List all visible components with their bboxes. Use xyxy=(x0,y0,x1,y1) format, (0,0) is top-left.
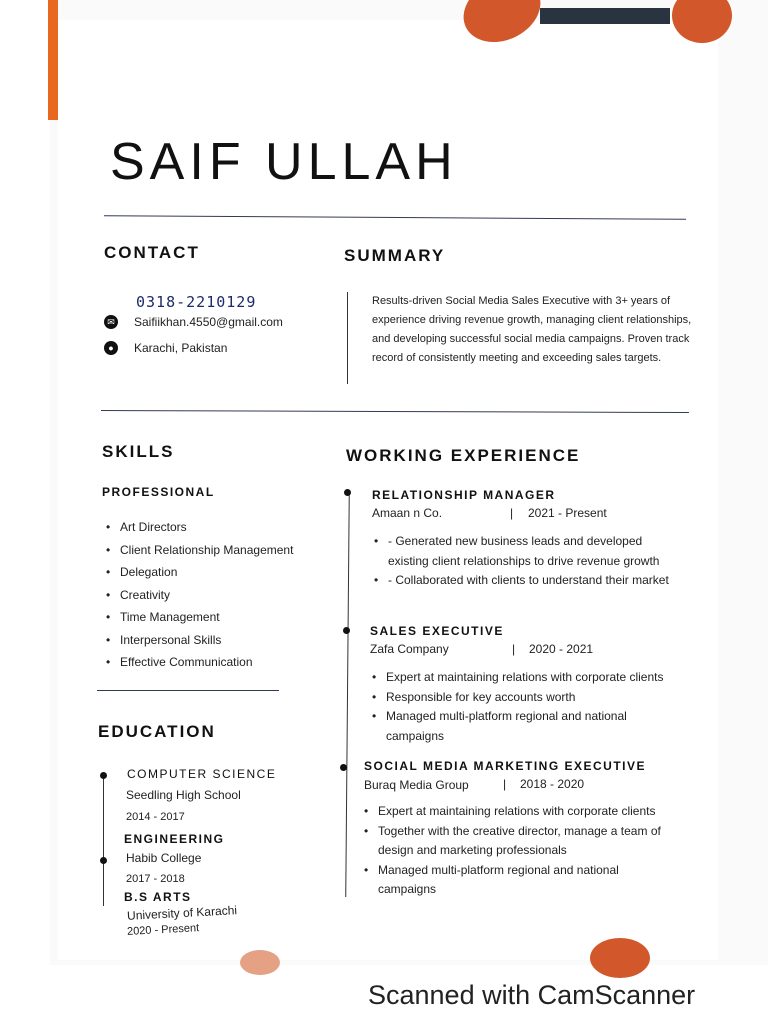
job-years: 2018 - 2020 xyxy=(520,777,585,791)
job-years: 2020 - 2021 xyxy=(529,642,594,656)
timeline-dot xyxy=(340,764,347,771)
education-heading: EDUCATION xyxy=(98,722,216,741)
job-company: Buraq Media Group xyxy=(364,778,469,792)
summary-heading: SUMMARY xyxy=(344,246,446,265)
edu-school: University of Karachi xyxy=(126,903,238,923)
job-company: Amaan n Co. xyxy=(372,506,443,520)
job-separator: | xyxy=(512,642,516,656)
dark-object xyxy=(540,8,670,24)
timeline-dot xyxy=(100,857,107,864)
job-bullet-continuation: design and marketing professionals xyxy=(378,843,567,857)
timeline-dot xyxy=(343,627,350,634)
job-bullet: • - Generated new business leads and developed xyxy=(372,532,669,552)
job-bullet: • Together with the creative director, manage a team of xyxy=(362,822,661,842)
job-bullet: • - Collaborated with clients to understand their market xyxy=(372,571,669,591)
job-bullet-continuation: existing client relationships to drive revenue growth xyxy=(388,553,660,568)
job-company: Zafa Company xyxy=(370,642,449,656)
job-bullet: • Expert at maintaining relations with corporate clients xyxy=(370,668,663,688)
edu-degree: ENGINEERING xyxy=(124,832,225,846)
job-bullet-continuation: campaigns xyxy=(378,882,437,896)
job-separator: | xyxy=(510,506,514,520)
edu-years: 2020 - Present xyxy=(126,922,200,938)
finger-bottom-left xyxy=(240,950,280,975)
job-separator: | xyxy=(503,777,507,791)
skills-list xyxy=(104,516,293,674)
skill-item: • Art Directors xyxy=(104,516,293,539)
job-bullets xyxy=(362,802,661,900)
job-bullet-continuation: campaigns xyxy=(386,728,445,743)
contact-phone: 0318-2210129 xyxy=(136,293,257,311)
skill-item: • Time Management xyxy=(104,606,293,629)
edu-school: Seedling High School xyxy=(126,788,241,802)
job-bullet: • Responsible for key accounts worth xyxy=(370,688,663,708)
summary-text: Results-driven Social Media Sales Executive with 3+ years of experience driving revenue growth, managing client relationships, and developing successful social media campaigns. Proven track record of consistently meeting and exceeding sales targets. xyxy=(372,295,692,364)
education-timeline xyxy=(103,776,104,906)
orange-edge xyxy=(48,0,58,120)
location-pin-icon: ● xyxy=(104,341,118,355)
contact-heading: CONTACT xyxy=(104,243,200,262)
skill-item: • Client Relationship Management xyxy=(104,539,293,562)
job-bullet: • Managed multi-platform regional and national xyxy=(362,861,661,881)
edu-school: Habib College xyxy=(126,851,202,865)
job-years: 2021 - Present xyxy=(528,506,607,520)
timeline-dot xyxy=(100,772,107,779)
skills-heading: SKILLS xyxy=(102,442,175,461)
summary-divider xyxy=(347,292,348,384)
camscanner-footer: Scanned with CamScanner xyxy=(368,980,696,1010)
page-left-margin xyxy=(0,0,50,965)
job-bullets xyxy=(370,668,663,746)
job-bullets xyxy=(372,532,669,591)
skill-item: • Effective Communication xyxy=(104,651,293,674)
job-bullet: • Managed multi-platform regional and national xyxy=(370,707,663,727)
skills-subheading: PROFESSIONAL xyxy=(102,485,215,499)
contact-location: Karachi, Pakistan xyxy=(134,341,228,355)
edu-degree: COMPUTER SCIENCE xyxy=(127,767,277,781)
edu-years: 2017 - 2018 xyxy=(126,873,185,885)
edu-years: 2014 - 2017 xyxy=(126,811,185,823)
job-title: SALES EXECUTIVE xyxy=(370,624,504,638)
resume-name: SAIF ULLAH xyxy=(110,133,458,191)
experience-heading: WORKING EXPERIENCE xyxy=(346,446,581,465)
email-icon: ✉ xyxy=(104,315,118,329)
skills-rule xyxy=(97,690,279,691)
contact-email: Saifiikhan.4550@gmail.com xyxy=(134,315,283,329)
job-title: RELATIONSHIP MANAGER xyxy=(372,488,556,502)
edu-degree: B.S ARTS xyxy=(124,890,192,904)
job-title: SOCIAL MEDIA MARKETING EXECUTIVE xyxy=(364,759,647,773)
skill-item: • Creativity xyxy=(104,584,293,607)
timeline-dot xyxy=(344,489,351,496)
skill-item: • Delegation xyxy=(104,561,293,584)
finger-bottom-right xyxy=(590,938,650,978)
skill-item: • Interpersonal Skills xyxy=(104,629,293,652)
job-bullet: • Expert at maintaining relations with corporate clients xyxy=(362,802,661,822)
